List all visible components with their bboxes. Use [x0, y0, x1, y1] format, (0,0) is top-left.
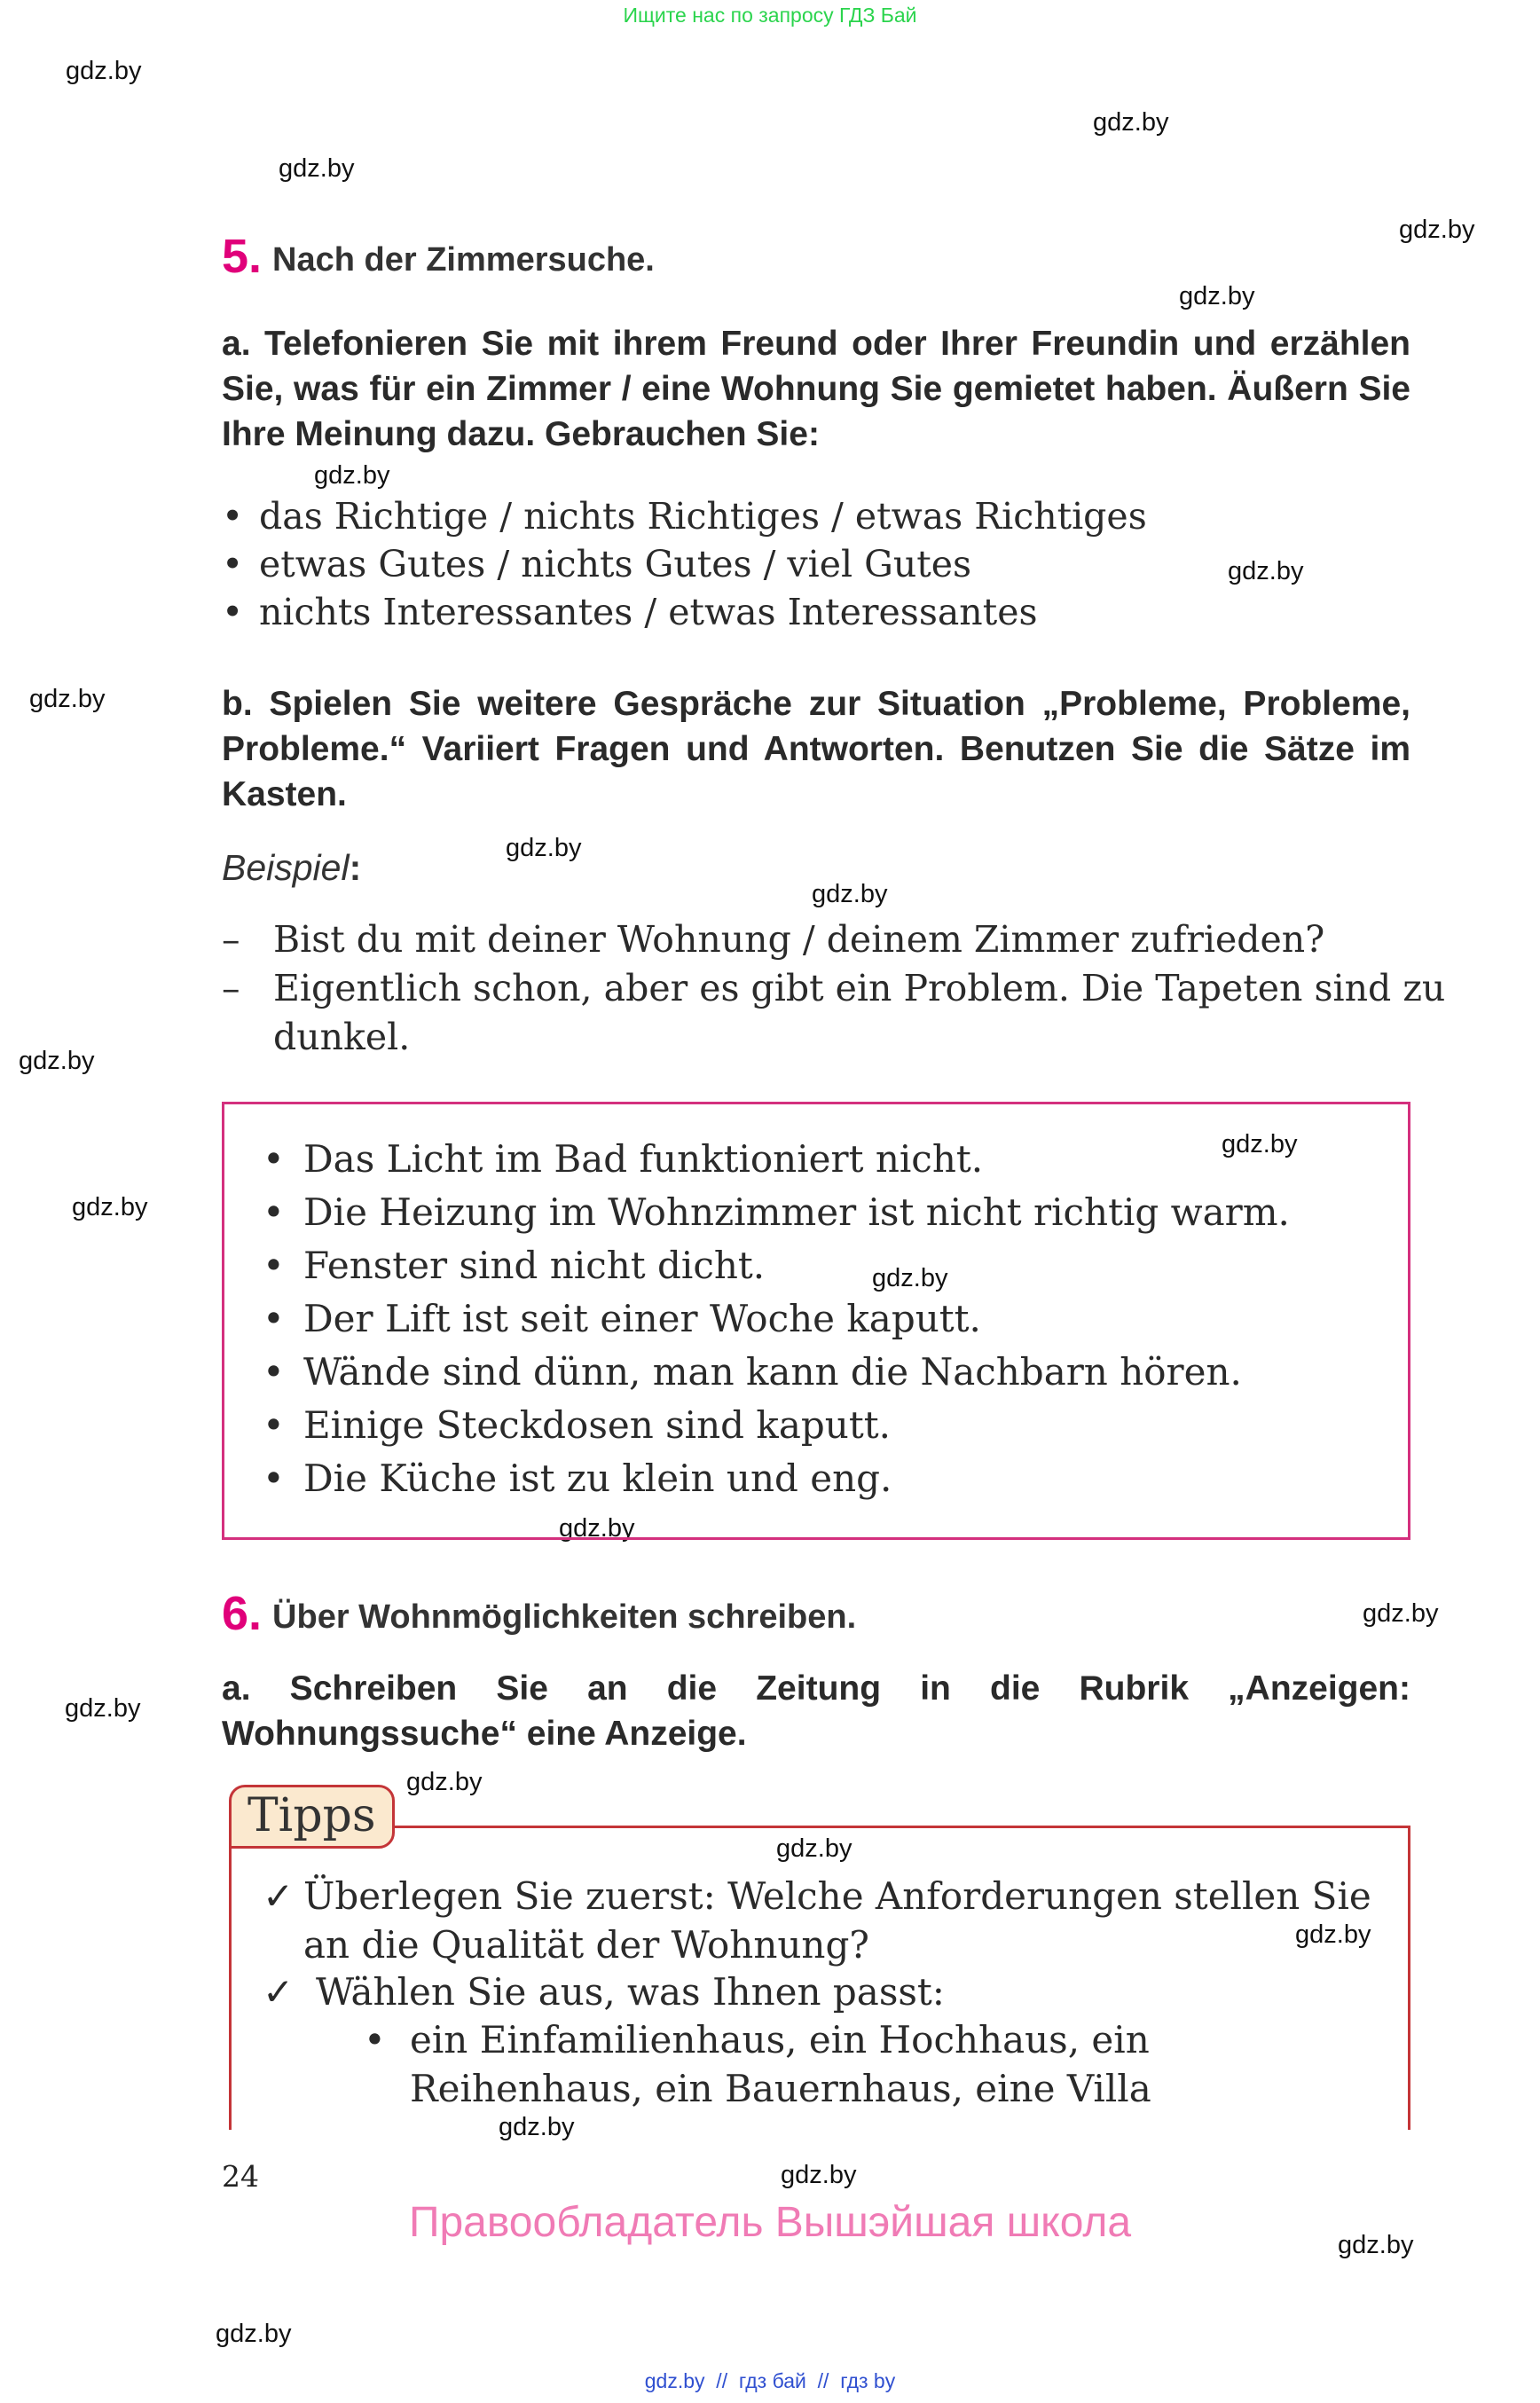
watermark: gdz.by [776, 1834, 852, 1863]
watermark: gdz.by [1222, 1130, 1298, 1158]
exercise-5-heading [222, 229, 655, 284]
watermark: gdz.by [559, 1514, 635, 1543]
tip-item: ✓ Wählen Sie aus, was Ihnen passt: [263, 1967, 945, 2016]
watermark: gdz.by [1228, 557, 1304, 585]
exercise-5-task-a: a. Telefonieren Sie mit ihrem Freund oder Ihrer Freundin und erzählen Sie, was für ein Zimmer / eine Wohnung Sie gemietet haben. Äußern Sie Ihre Meinung dazu. Gebrauchen Sie: [222, 325, 1410, 453]
problem-item: • Der Lift ist seit einer Woche kaputt. [263, 1297, 981, 1340]
phrase-item: • das Richtige / nichts Richtiges / etwas Richtiges [222, 495, 1147, 538]
watermark: gdz.by [1295, 1920, 1371, 1949]
checkmark-icon: ✓ [263, 1874, 295, 1918]
watermark: gdz.by [65, 1694, 141, 1723]
phrase-item: • etwas Gutes / nichts Gutes / viel Gutes [222, 543, 972, 585]
watermark: gdz.by [781, 2161, 857, 2189]
watermark: gdz.by [66, 57, 142, 85]
exercise-6-task-a: a. Schreiben Sie an die Zeitung in die Rubrik „Anzeigen: Wohnungssuche“ eine Anzeige. [222, 1669, 1410, 1753]
checkmark-icon: ✓ [263, 1970, 295, 2014]
watermark: gdz.by [872, 1264, 948, 1292]
page-number: 24 [222, 2159, 259, 2194]
phrase-item: • nichts Interessantes / etwas Interessantes [222, 591, 1038, 633]
tip-sub-item: • ein Einfamilienhaus, ein Hochhaus, ein Reihenhaus, ein Bauernhaus, eine Villa [364, 2018, 1151, 2110]
watermark: gdz.by [1338, 2231, 1414, 2259]
problem-item: • Die Küche ist zu klein und eng. [263, 1457, 892, 1500]
watermark: gdz.by [72, 1193, 148, 1221]
watermark: gdz.by [506, 834, 582, 862]
watermark: gdz.by [1399, 216, 1475, 244]
problem-item: • Die Heizung im Wohnzimmer ist nicht richtig warm. [263, 1190, 1290, 1234]
problem-item: • Wände sind dünn, man kann die Nachbarn hören. [263, 1350, 1242, 1394]
watermark: gdz.by [1363, 1599, 1439, 1628]
exercise-5-number: 5. [222, 230, 263, 283]
example-line: – Bist du mit deiner Wohnung / deinem Zimmer zufrieden? [222, 918, 1325, 961]
exercise-5-task-b: b. Spielen Sie weitere Gespräche zur Situation „Probleme, Probleme, Probleme.“ Variiert Fragen und Antworten. Benutzen Sie die Sätze im Kasten. [222, 685, 1410, 813]
watermark: gdz.by [812, 880, 888, 908]
problem-item: • Fenster sind nicht dicht. [263, 1244, 766, 1287]
problem-item: • Das Licht im Bad funktioniert nicht. [263, 1137, 984, 1181]
watermark: gdz.by [499, 2113, 575, 2141]
watermark: gdz.by [1179, 282, 1255, 310]
footer-links[interactable]: gdz.by // гдз бай // гдз by [644, 2369, 896, 2392]
tip-item: ✓ Überlegen Sie zuerst: Welche Anforderungen stellen Sie an die Qualität der Wohnung? [263, 1872, 1395, 1969]
watermark: gdz.by [314, 461, 390, 490]
example-label: Beispiel: [222, 847, 362, 888]
watermark: gdz.by [19, 1047, 95, 1075]
exercise-6-number: 6. [222, 1587, 263, 1640]
watermark: gdz.by [1093, 108, 1169, 137]
problem-item: • Einige Steckdosen sind kaputt. [263, 1403, 891, 1447]
example-line: – Eigentlich schon, aber es gibt ein Problem. Die Tapeten sind zu dunkel. [222, 967, 1446, 1058]
copyright-notice: Правообладатель Вышэйшая школа [408, 2199, 1132, 2246]
tips-label: Tipps [229, 1785, 395, 1849]
watermark: gdz.by [279, 154, 355, 183]
watermark: gdz.by [216, 2320, 292, 2348]
exercise-6-heading [222, 1586, 856, 1641]
watermark: gdz.by [29, 685, 106, 713]
exercise-6-title: Über Wohnmöglichkeiten schreiben. [272, 1598, 857, 1636]
exercise-5-title: Nach der Zimmersuche. [272, 241, 655, 279]
watermark: gdz.by [406, 1768, 483, 1796]
top-search-link[interactable]: Ищите нас по запросу ГДЗ Бай [623, 4, 917, 27]
